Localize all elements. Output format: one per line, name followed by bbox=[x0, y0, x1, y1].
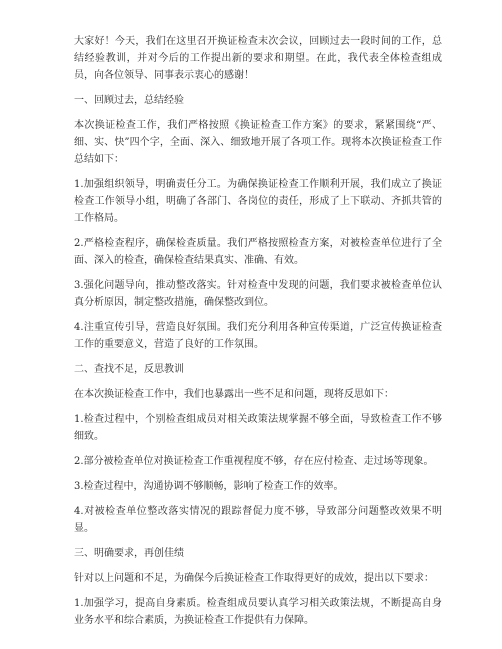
section-3-item-1: 1.加强学习，提高自身素质。检查组成员要认真学习相关政策法规，不断提高自身业务水平和综合素质，为换证检查工作提供有力保障。 bbox=[74, 598, 442, 626]
section-1-item-4: 4.注重宣传引导，营造良好氛围。我们充分利用各种宣传渠道，广泛宣传换证检查工作的重要意义，营造了良好的工作氛围。 bbox=[74, 322, 442, 350]
intro-paragraph: 大家好！今天，我们在这里召开换证检查末次会议，回顾过去一段时间的工作，总结经验教训，并对今后的工作提出新的要求和期望。在此，我代表全体检查组成员，向各位领导、同事表示衷心的感谢！ bbox=[74, 36, 442, 81]
document-body bbox=[74, 33, 442, 637]
section-2-item-2: 2.部分被检查单位对换证检查工作重视程度不够，存在应付检查、走过场等现象。 bbox=[74, 456, 434, 467]
section-2-item-3: 3.检查过程中，沟通协调不够顺畅，影响了检查工作的效率。 bbox=[74, 481, 344, 492]
section-3-heading: 三、明确要求，再创佳绩 bbox=[74, 548, 184, 559]
section-2-item-1: 1.检查过程中，个别检查组成员对相关政策法规掌握不够全面，导致检查工作不够细致。 bbox=[74, 414, 442, 442]
section-2-heading: 二、查找不足，反思教训 bbox=[74, 364, 184, 375]
section-2-lead: 在本次换证检查工作中，我们也暴露出一些不足和问题，现将反思如下： bbox=[74, 389, 394, 400]
section-3-lead: 针对以上问题和不足，为确保今后换证检查工作取得更好的成效，提出以下要求： bbox=[74, 573, 434, 584]
section-1-item-2: 2.严格检查程序，确保检查质量。我们严格按照检查方案，对被检查单位进行了全面、深入的检查，确保检查结果真实、准确、有效。 bbox=[74, 238, 442, 266]
section-1-item-1: 1.加强组织领导，明确责任分工。为确保换证检查工作顺利开展，我们成立了换证检查工作领导小组，明确了各部门、各岗位的责任，形成了上下联动、齐抓共管的工作格局。 bbox=[74, 179, 442, 224]
section-2-item-4: 4.对被检查单位整改落实情况的跟踪督促力度不够，导致部分问题整改效果不明显。 bbox=[74, 506, 442, 534]
section-1-lead: 本次换证检查工作，我们严格按照《换证检查工作方案》的要求，紧紧围绕“严、细、实、快”四个字，全面、深入、细致地开展了各项工作。现将本次换证检查工作总结如下： bbox=[74, 120, 442, 165]
section-1-heading: 一、回顾过去，总结经验 bbox=[74, 95, 184, 106]
section-1-item-3: 3.强化问题导向，推动整改落实。针对检查中发现的问题，我们要求被检查单位认真分析原因，制定整改措施，确保整改到位。 bbox=[74, 280, 442, 308]
